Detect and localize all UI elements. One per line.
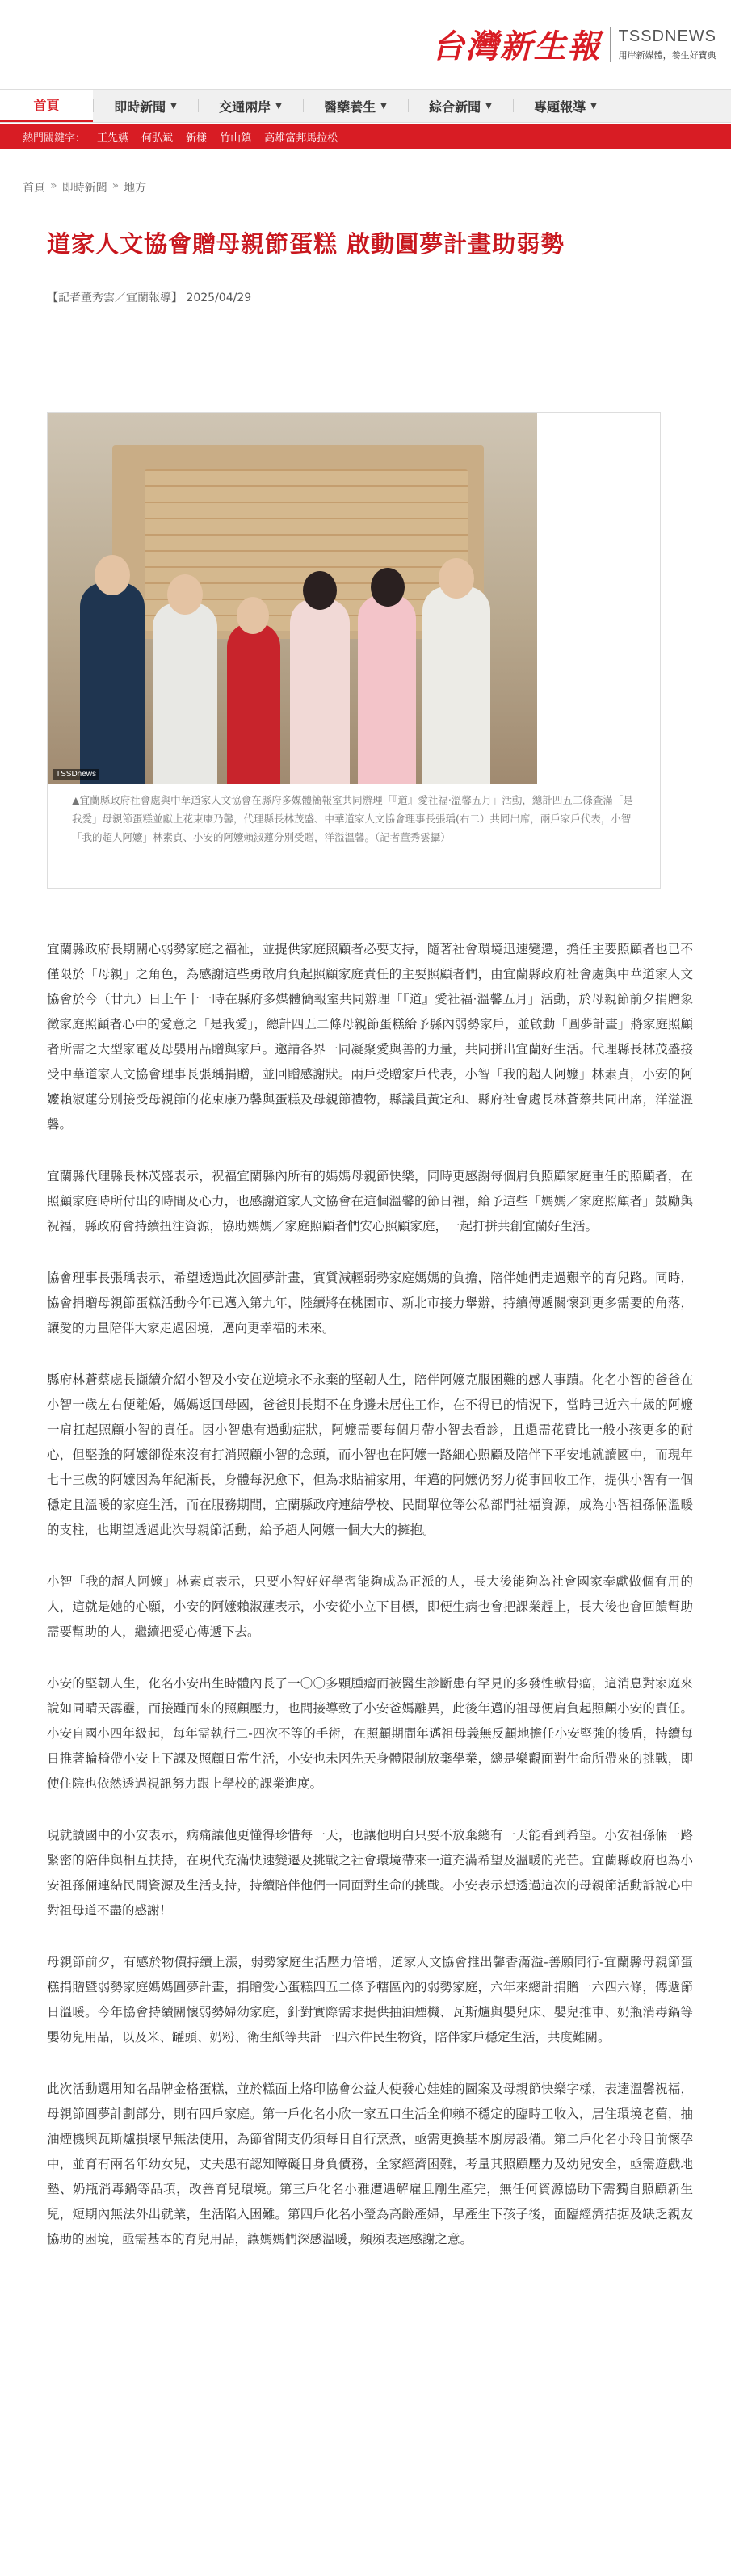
caret-down-icon: ▼	[275, 101, 282, 111]
photo-caption: ▲宜蘭縣政府社會處與中華道家人文協會在縣府多媒體簡報室共同辦理「『道』愛社福‧溫馨五月」活動，總計四五二條查滿「是我愛」母親節蛋糕並獻上花束康乃馨，代理縣長林茂盛、中華道家人文協會理事長張瑀(右二）共同出席，兩戶家戶代表，小智「我的超人阿嬤」林素貞、小安的阿嬤賴淑蓮分別受贈，洋溢溫馨。（記者董秀雲攝）	[72, 794, 633, 843]
nav-item-home[interactable]	[0, 90, 93, 122]
photo-person-head	[237, 597, 269, 634]
article-byline: 【記者董秀雲／宜蘭報導】 2025/04/29	[47, 292, 252, 305]
logo-slogan: 用岸新媒體，養生好寶典	[618, 49, 716, 61]
breadcrumb-separator: »	[50, 179, 57, 192]
caret-down-icon: ▼	[170, 101, 177, 111]
article-paragraph: 宜蘭縣代理縣長林茂盛表示，祝福宜蘭縣內所有的媽媽母親節快樂，同時更感謝每個肩負照顧家庭重任的照顧者，在照顧家庭時所付出的時間及心力，也感謝道家人文協會在這個溫馨的節日裡，給予這些「媽媽／家庭照顧者」鼓勵與祝福，縣政府會持續扭注資源，協助媽媽／家庭照顧者們安心照顧家庭，一起打拼共創宜蘭好生活。	[47, 1169, 693, 1233]
article-body	[47, 937, 693, 2279]
photo-person	[227, 623, 280, 784]
nav-item-label: 首頁	[33, 98, 60, 113]
nav-item-label: 綜合新聞	[429, 99, 481, 115]
breadcrumb-home[interactable]: 首頁	[23, 182, 45, 195]
caret-down-icon: ▼	[380, 101, 387, 111]
photo-person	[80, 582, 145, 784]
article-paragraph: 母親節前夕，有感於物價持續上漲，弱勢家庭生活壓力倍增，道家人文協會推出馨香滿溢-善願同行-宜蘭縣母親節蛋糕捐贈暨弱勢家庭媽媽圓夢計畫，捐贈愛心蛋糕四五二條予轄區內的弱勢家庭，六年來總計捐贈一六四六條，傳遞節日溫暖。今年協會持續關懷弱勢婦幼家庭，針對實際需求提供抽油煙機、瓦斯爐與嬰兒床、嬰兒推車、奶瓶消毒鍋等嬰幼兒用品，以及米、罐頭、奶粉、衛生紙等共計一四六件民生物資，陪伴家戶穩定生活，共度難關。	[47, 1955, 693, 2044]
caret-down-icon: ▼	[590, 101, 597, 111]
photo-person-head	[95, 555, 130, 595]
site-logo[interactable]	[432, 21, 716, 67]
article-paragraph: 縣府林蒼蔡處長擷續介紹小智及小安在逆境永不永棄的堅韌人生，陪伴阿嬤克服困難的感人事蹟。化名小智的爸爸在小智一歲左右便離婚，媽媽返回母國，爸爸則長期不在身邊未居住工作，在不得已的情況下，當時已近六十歲的阿嬤一肩扛起照顧小智的責任。因小智患有過動症狀，阿嬤需要每個月帶小智去看診，且還需花費比一般小孩更多的耐心，但堅強的阿嬤卻從來沒有打消照顧小智的念頭，而小智也在阿嬤一路細心照顧及陪伴下平安地就讀國中，而現年七十三歲的阿嬤因為年紀漸長，身體每況愈下，但為求貼補家用，年邁的阿嬤仍努力從事回收工作，提供小智有一個穩定且溫暖的家庭生活，而在服務期間，宜蘭縣政府連結學校、民間單位等公私部門社福資源，成為小智祖孫倆溫暖的支柱，也期望透過此次母親節活動，給予超人阿嬤一個大大的擁抱。	[47, 1372, 693, 1537]
nav-item-label: 專題報導	[534, 99, 586, 115]
hot-keyword-link[interactable]: 王先嬿	[97, 132, 129, 145]
nav-item-breaking-news[interactable]	[93, 90, 198, 122]
logo-english-name: TSSDNEWS	[618, 27, 716, 45]
main-nav	[0, 89, 731, 123]
photo-person	[153, 603, 217, 784]
photo-person-head	[303, 571, 337, 610]
photo-watermark: TSSDnews	[53, 769, 99, 780]
nav-item-label: 即時新聞	[114, 99, 166, 115]
breadcrumb-local[interactable]: 地方	[124, 182, 147, 195]
hot-keyword-link[interactable]: 何弘斌	[141, 132, 174, 145]
logo-chinese-name: 台灣新生報	[431, 27, 602, 65]
photo-person	[358, 595, 416, 784]
hot-keyword-link[interactable]: 竹山鎮	[220, 132, 252, 145]
photo-person-head	[371, 568, 405, 607]
caret-down-icon: ▼	[485, 101, 492, 111]
hot-keywords-bar	[0, 124, 731, 149]
hot-keyword-link[interactable]: 高雄富邦馬拉松	[264, 132, 338, 145]
article-paragraph: 此次活動選用知名品牌金格蛋糕，並於糕面上烙印協會公益大使發心娃娃的圖案及母親節快樂字樣，表達溫馨祝福，母親節圓夢計劃部分，則有四戶家庭。第一戶化名小欣一家五口生活全仰賴不穩定的臨時工收入，居住環境老舊，抽油煙機與瓦斯爐損壞早無法使用，為節省開支仍須每日自行烹煮，亟需更換基本廚房設備。第二戶化名小玲目前懷孕中，並育有兩名年幼女兒，丈夫患有認知障礙目身負債務，全家經濟困難，考量其照顧壓力及幼兒安全，亟需遊戲地墊、奶瓶消毒鍋等品項，改善育兒環境。第三戶化名小雅遭遇解雇且剛生產完，無任何資源協助下需獨自照顧新生兒，短期內無法外出就業，生活陷入困難。第四戶化名小瑩為高齡產婦，早產生下孩子後，面臨經濟拮据及缺乏親友協助的困境，亟需基本的育兒用品，讓媽媽們深感溫暖，頻頻表達感謝之意。	[47, 2082, 693, 2246]
breadcrumb-breaking-news[interactable]: 即時新聞	[61, 182, 107, 195]
logo-divider	[610, 27, 611, 62]
nav-item-health[interactable]	[303, 90, 408, 122]
article-figure	[47, 412, 661, 889]
nav-item-general[interactable]	[408, 90, 513, 122]
article-paragraph: 現就讀國中的小安表示，病痛讓他更懂得珍惜每一天，也讓他明白只要不放棄總有一天能看到希望。小安祖孫倆一路緊密的陪伴與相互扶持，在現代充滿快速變遷及挑戰之社會環境帶來一道充滿希望及溫暖的光芒。宜蘭縣政府也為小安祖孫倆連結民間資源及生活支持，持續陪伴他們一同面對生命的挑戰。小安表示想透過這次的母親節活動訴說心中對祖母道不盡的感謝！	[47, 1828, 693, 1918]
hot-keyword-link[interactable]: 新樣	[186, 132, 208, 145]
breadcrumb	[23, 179, 146, 195]
article-paragraph: 小安的堅韌人生，化名小安出生時體內長了一〇〇多顆腫瘤而被醫生診斷患有罕見的多發性軟骨瘤，這消息對家庭來說如同晴天霹靂，而接踵而來的照顧壓力，也間接導致了小安爸媽離異，此後年邁的祖母便肩負起照顧小安的責任。小安自國小四年級起，每年需執行二-四次不等的手術，在照顧期間年邁祖母義無反顧地擔任小安堅強的後盾，持續每日推著輪椅帶小安上下課及照顧日常生活，小安也未因先天身體限制放棄學業，總是樂觀面對生命所帶來的挑戰，即使住院也依然透過視訊努力跟上學校的課業進度。	[47, 1676, 693, 1791]
article-title: 道家人文協會贈母親節蛋糕 啟動圓夢計畫助弱勢	[47, 230, 565, 258]
nav-item-label: 交通兩岸	[219, 99, 271, 115]
photo-person-head	[167, 574, 203, 615]
article-paragraph: 協會理事長張瑀表示，希望透過此次圓夢計畫，實質減輕弱勢家庭媽媽的負擔，陪伴她們走過艱辛的育兒路。同時，協會捐贈母親節蛋糕活動今年已邁入第九年，陸續將在桃園市、新北市接力舉辦，持續傳遞關懷到更多需要的角落，讓愛的力量陪伴大家走過困境，邁向更幸福的未來。	[47, 1271, 693, 1335]
nav-item-label: 醫藥養生	[324, 99, 376, 115]
photo-person	[422, 586, 490, 784]
nav-item-features[interactable]	[513, 90, 618, 122]
hot-keywords-label: 熱門關鍵字：	[23, 132, 86, 145]
logo-english-block	[619, 27, 716, 61]
masthead	[0, 0, 731, 81]
article-paragraph: 宜蘭縣政府長期關心弱勢家庭之福祉，並提供家庭照顧者必要支持，隨著社會環境迅速變遷，擔任主要照顧者也已不僅限於「母親」之角色，為感謝這些勇敢肩負起照顧家庭責任的主要照顧者們，由宜蘭縣政府社會處與中華道家人文協會於今（廿九）日上午十一時在縣府多媒體簡報室共同辦理「『道』愛社福‧溫馨五月」活動，於母親節前夕捐贈象徵家庭照顧者心中的愛意之「是我愛」，總計四五二條母親節蛋糕給予縣內弱勢家戶，並啟動「圓夢計畫」將家庭照顧者所需之大型家電及母嬰用品贈與家戶。邀請各界一同凝聚愛與善的力量，共同拼出宜蘭好生活。代理縣長林茂盛接受中華道家人文協會理事長張瑀捐贈，並回贈感謝狀。兩戶受贈家戶代表，小智「我的超人阿嬤」林素貞，小安的阿嬤賴淑蓮分別接受母親節的花束康乃馨與蛋糕及母親節禮物，縣議員黃定和、縣府社會處長林蒼蔡共同出席，洋溢溫馨。	[47, 942, 693, 1132]
photo-person-head	[439, 558, 474, 599]
breadcrumb-separator: »	[111, 179, 120, 192]
photo-person	[290, 599, 350, 784]
nav-item-transport[interactable]	[198, 90, 303, 122]
article-photo[interactable]	[48, 413, 537, 784]
article-paragraph: 小智「我的超人阿嬤」林素貞表示，只要小智好好學習能夠成為正派的人，長大後能夠為社會國家奉獻做個有用的人，這就是她的心願，小安的阿嬤賴淑蓮表示，小安從小立下目標，即便生病也會把課業趕上，長大後也會回饋幫助需要幫助的人，繼續把愛心傳遞下去。	[47, 1574, 693, 1639]
